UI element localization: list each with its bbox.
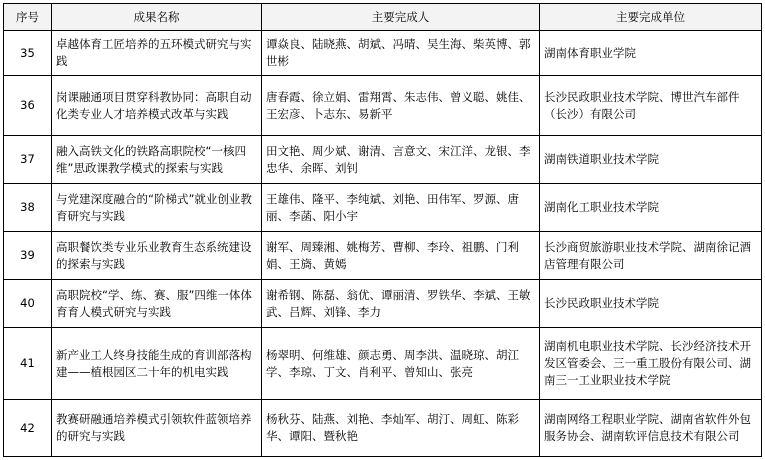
row-title: 卓越体育工匠培养的五环模式研究与实践 — [52, 31, 262, 76]
row-title: 岗课融通项目贯穿科教协同：高职自动化类专业人才培养模式改革与实践 — [52, 76, 262, 136]
row-number: 35 — [4, 31, 52, 76]
row-title: 与党建深度融合的“阶梯式”就业创业教育研究与实践 — [52, 184, 262, 232]
table-row — [4, 184, 762, 232]
row-number: 36 — [4, 76, 52, 136]
row-people: 杨翠明、何维雄、颜志勇、周李洪、温晓琼、胡江学、李琼、丁文、肖利平、曾知山、张亮 — [262, 328, 540, 400]
table-body — [4, 31, 762, 457]
header-row — [4, 4, 762, 31]
row-people: 杨秋芬、陆燕、刘艳、李灿军、胡汀、周虹、陈彩华、谭阳、暨秋艳 — [262, 400, 540, 457]
row-units: 长沙民政职业技术学院、博世汽车部件（长沙）有限公司 — [540, 76, 762, 136]
table-row — [4, 232, 762, 280]
row-number: 38 — [4, 184, 52, 232]
row-units: 湖南化工职业技术学院 — [540, 184, 762, 232]
row-number: 39 — [4, 232, 52, 280]
header-number: 序号 — [4, 4, 52, 31]
row-units: 湖南铁道职业技术学院 — [540, 136, 762, 184]
table-row — [4, 76, 762, 136]
table-row — [4, 31, 762, 76]
row-units: 湖南机电职业技术学院、长沙经济技术开发区管委会、三一重工股份有限公司、湖南三一工业职业技术学院 — [540, 328, 762, 400]
row-title: 融入高铁文化的铁路高职院校“一核四维”思政课教学模式的探索与实践 — [52, 136, 262, 184]
row-people: 谢希钢、陈磊、翁优、谭丽清、罗铁华、李斌、王敏武、吕辉、刘锋、李力 — [262, 280, 540, 328]
header-people: 主要完成人 — [262, 4, 540, 31]
row-units: 长沙民政职业技术学院 — [540, 280, 762, 328]
row-units: 长沙商贸旅游职业技术学院、湖南徐记酒店管理有限公司 — [540, 232, 762, 280]
row-title: 高职餐饮类专业乐业教育生态系统建设的探索与实践 — [52, 232, 262, 280]
row-units: 湖南体育职业学院 — [540, 31, 762, 76]
row-number: 42 — [4, 400, 52, 457]
table-row — [4, 280, 762, 328]
row-people: 唐春霞、徐立娟、雷翔霄、朱志伟、曾义聪、姚佳、王宏彦、卜志东、易新平 — [262, 76, 540, 136]
achievements-table — [3, 3, 762, 457]
row-people: 王雄伟、隆平、李纯斌、刘艳、田伟军、罗源、唐丽、李菡、阳小宇 — [262, 184, 540, 232]
row-number: 37 — [4, 136, 52, 184]
row-number: 41 — [4, 328, 52, 400]
row-title: 新产业工人终身技能生成的育训部落构建——植根园区二十年的机电实践 — [52, 328, 262, 400]
row-people: 田文艳、周少斌、谢清、言意文、宋江洋、龙银、李忠华、余晖、刘钊 — [262, 136, 540, 184]
row-number: 40 — [4, 280, 52, 328]
header-title: 成果名称 — [52, 4, 262, 31]
row-people: 谢军、周臻湘、姚梅芳、曹柳、李玲、祖鹏、门利娟、王旖、黄嫣 — [262, 232, 540, 280]
row-units: 湖南网络工程职业学院、湖南省软件外包服务协会、湖南软评信息技术有限公司 — [540, 400, 762, 457]
table-row — [4, 328, 762, 400]
row-people: 谭焱良、陆晓燕、胡斌、冯晴、吴生海、柴英博、郭世彬 — [262, 31, 540, 76]
row-title: 教赛研融通培养模式引领软件蓝领培养的研究与实践 — [52, 400, 262, 457]
row-title: 高职院校“学、练、赛、服”四维一体体育育人模式研究与实践 — [52, 280, 262, 328]
table-header — [4, 4, 762, 31]
table-row — [4, 136, 762, 184]
header-units: 主要完成单位 — [540, 4, 762, 31]
table-row — [4, 400, 762, 457]
